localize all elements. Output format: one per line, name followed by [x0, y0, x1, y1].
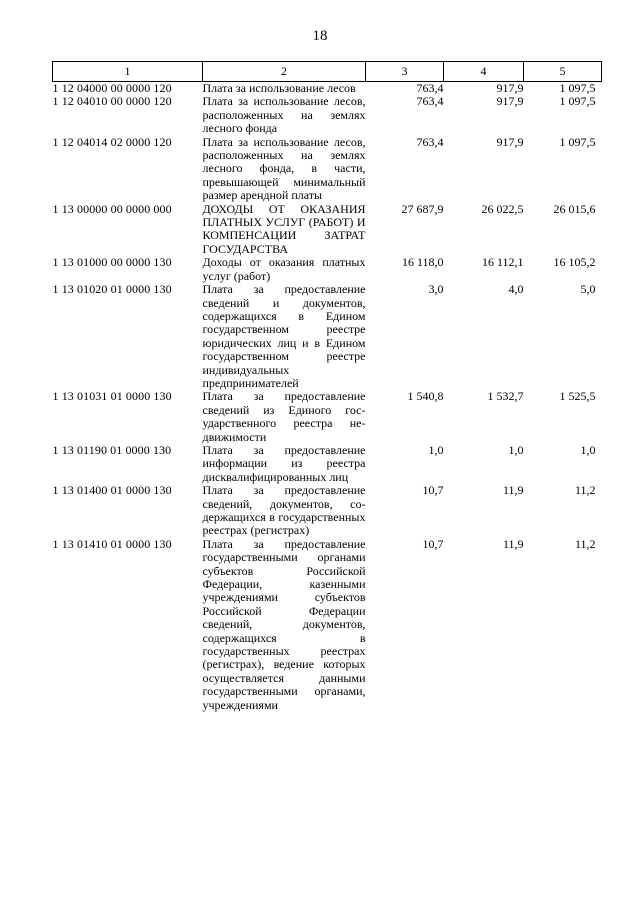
table-body [53, 82, 602, 713]
row-value-col5: 5,0 [580, 282, 596, 297]
row-value-col4: 11,9 [502, 483, 524, 498]
row-value-col5: 1 097,5 [559, 81, 596, 95]
row-name: Плата за предоставление сведений, документов, содержащихся в государственных реестрах (регистрах) [202, 483, 366, 538]
row-value-col5: 11,2 [574, 483, 596, 498]
table-row [53, 390, 602, 444]
row-value-col3: 27 687,9 [401, 201, 444, 216]
row-value-col5: 1 525,5 [559, 389, 596, 404]
row-name: Плата за предоставление сведений и документов, содержащихся в Едином государственном реестре юридических лиц и в Едином государственном реестре индивидуальных предпринимателей [202, 282, 366, 390]
row-name: Плата за предоставление сведений из Единого государственного реестра недвижимости [202, 389, 366, 444]
revenue-table [52, 61, 602, 712]
row-code: 1 13 01400 01 0000 130 [52, 483, 172, 498]
row-value-col4: 1 532,7 [487, 389, 524, 404]
row-value-col5: 11,2 [574, 536, 596, 551]
table-row [53, 136, 602, 203]
table-row [53, 95, 602, 135]
row-value-col5: 16 105,2 [553, 255, 596, 270]
row-code: 1 13 01031 01 0000 130 [52, 389, 172, 404]
row-value-col3: 763,4 [416, 134, 444, 149]
row-name: Плата за использование лесов [202, 81, 356, 95]
row-name: Плата за предоставление государственными органами субъектов Российской Федерации, казенными учреждениями субъектов Российской Федерации сведений, документов, содержащихся в государственных реестрах (регистрах), ведение которых осуществляется данными государственными органами, учреждениями [202, 536, 366, 712]
row-name: Плата за предоставление информации из реестра дисквалифицированных лиц [202, 442, 366, 484]
row-value-col3: 763,4 [416, 81, 444, 95]
row-value-col4: 26 022,5 [481, 201, 524, 216]
row-value-col3: 3,0 [428, 282, 444, 297]
row-value-col4: 16 112,1 [481, 255, 524, 270]
row-code: 1 13 01410 01 0000 130 [52, 536, 172, 551]
column-header-1: 1 [53, 62, 203, 82]
row-code: 1 12 04014 02 0000 120 [52, 134, 172, 149]
row-name: Плата за использование лесов, расположенных на землях лесного фонда, в части, превышающей минимальный размер арендной платы [202, 134, 366, 203]
row-value-col4: 11,9 [502, 536, 524, 551]
row-code: 1 13 00000 00 0000 000 [52, 201, 172, 216]
row-value-col4: 917,9 [496, 134, 524, 149]
row-name: Плата за использование лесов, расположенных на землях лесного фонда [202, 94, 366, 136]
row-value-col4: 1,0 [508, 442, 524, 457]
row-value-col3: 16 118,0 [401, 255, 444, 270]
row-value-col4: 917,9 [496, 94, 524, 109]
table-row [53, 538, 602, 712]
row-name: Доходы от оказания платных услуг (работ) [202, 255, 366, 283]
row-code: 1 13 01000 00 0000 130 [52, 255, 172, 270]
table-row [53, 203, 602, 257]
column-header-3: 3 [366, 62, 444, 82]
table-row [53, 283, 602, 390]
row-value-col5: 1,0 [580, 442, 596, 457]
table-row [53, 444, 602, 484]
column-header-5: 5 [524, 62, 602, 82]
row-code: 1 12 04000 00 0000 120 [52, 81, 172, 95]
row-value-col4: 4,0 [508, 282, 524, 297]
row-value-col5: 26 015,6 [553, 201, 596, 216]
table-row [53, 256, 602, 283]
table-row [53, 82, 602, 96]
table-header [53, 62, 602, 82]
row-value-col3: 10,7 [422, 536, 444, 551]
row-value-col3: 1,0 [428, 442, 444, 457]
row-code: 1 13 01020 01 0000 130 [52, 282, 172, 297]
header-row [53, 62, 602, 82]
row-value-col5: 1 097,5 [559, 134, 596, 149]
column-header-2: 2 [203, 62, 366, 82]
row-name: ДОХОДЫ ОТ ОКАЗАНИЯ ПЛАТНЫХ УСЛУГ (РАБОТ) И КОМПЕНСАЦИИ ЗАТРАТ ГОСУДАРСТВА [202, 201, 366, 256]
row-value-col3: 10,7 [422, 483, 444, 498]
row-value-col3: 763,4 [416, 94, 444, 109]
table-row [53, 484, 602, 538]
row-code: 1 13 01190 01 0000 130 [52, 442, 172, 457]
row-value-col3: 1 540,8 [407, 389, 444, 404]
row-value-col4: 917,9 [496, 81, 524, 95]
page-number: 18 [312, 28, 328, 44]
row-code: 1 12 04010 00 0000 120 [52, 94, 172, 109]
row-value-col5: 1 097,5 [559, 94, 596, 109]
column-header-4: 4 [444, 62, 524, 82]
